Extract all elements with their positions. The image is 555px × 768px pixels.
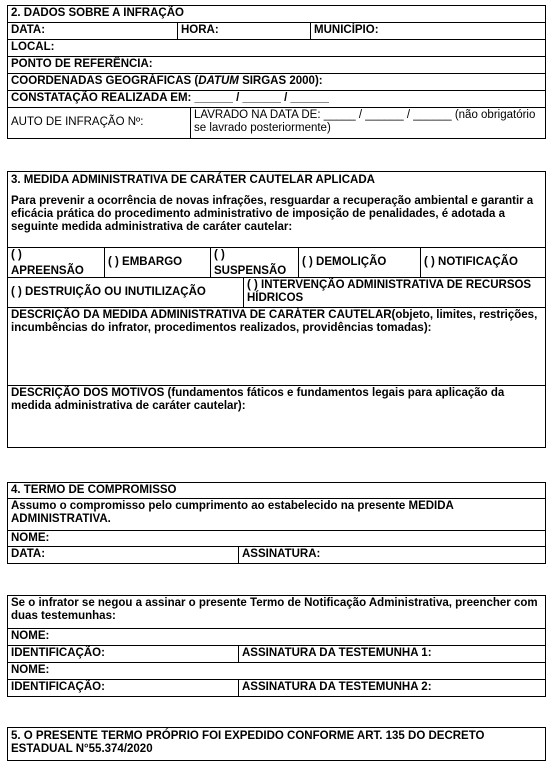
lavrado-field[interactable]: LAVRADO NA DATA DE: _____ / ______ / ______ (não obrigatório se lavrado posteriormente) (194, 109, 536, 134)
testemunha-2-nome-field[interactable]: NOME: (11, 664, 50, 676)
data-field[interactable]: DATA: (8, 23, 178, 39)
descricao-medida-field[interactable]: DESCRIÇÃO DA MEDIDA ADMINISTRATIVA DE CARÁTER CAUTELAR(objeto, limites, restrições, incumbências do infrator, procedimentos realizados, providências tomadas): (11, 309, 538, 334)
coordenadas-field[interactable] (8, 74, 545, 90)
testemunhas-section (7, 595, 546, 697)
option-apreensao[interactable] (8, 248, 105, 277)
testemunha-1-assinatura-field[interactable]: ASSINATURA DA TESTEMUNHA 1: (242, 647, 432, 659)
testemunha-1-identificacao-field[interactable]: IDENTIFICAÇÃO: (8, 646, 239, 662)
apreensao-checkbox[interactable]: ( ) (11, 249, 22, 261)
option-suspensao[interactable] (211, 248, 299, 277)
hora-field[interactable]: HORA: (178, 23, 311, 39)
local-field[interactable]: LOCAL: (11, 41, 55, 53)
descricao-motivos-field[interactable]: DESCRIÇÃO DOS MOTIVOS (fundamentos fáticos e fundamentos legais para aplicação da medida administrativa de caráter cautelar): (11, 387, 505, 412)
testemunha-1-nome-field[interactable]: NOME: (11, 630, 50, 642)
option-notificacao[interactable]: ( ) NOTIFICAÇÃO (424, 256, 518, 268)
section-4-text: Assumo o compromisso pelo cumprimento ao estabelecido na presente MEDIDA ADMINISTRATIVA. (11, 500, 454, 525)
coord-label-a: COORDENADAS GEOGRÁFICAS ( (11, 75, 199, 87)
coord-label-c: SIRGAS 2000): (238, 75, 323, 87)
suspensao-checkbox[interactable]: ( ) (214, 249, 225, 261)
option-intervencao[interactable]: ( ) INTERVENÇÃO ADMINISTRATIVA DE RECURSOS HÍDRICOS (247, 279, 532, 304)
compromisso-nome-field[interactable]: NOME: (11, 532, 50, 544)
section-4-title: 4. TERMO DE COMPROMISSO (11, 484, 177, 496)
apreensao-label: APREENSÃO (11, 265, 84, 277)
option-destruicao[interactable]: ( ) DESTRUIÇÃO OU INUTILIZAÇÃO (8, 278, 244, 307)
section-4 (7, 482, 546, 564)
auto-infracao-field[interactable]: AUTO DE INFRAÇÃO Nº: (8, 108, 191, 138)
testemunhas-text: Se o infrator se negou a assinar o presente Termo de Notificação Administrativa, preencher com duas testemunhas: (11, 597, 538, 622)
section-5-title: 5. O PRESENTE TERMO PRÓPRIO FOI EXPEDIDO CONFORME ART. 135 DO DECRETO ESTADUAL N°55.374/2020 (11, 730, 485, 755)
coord-label-datum: DATUM (198, 75, 239, 87)
constatacao-field[interactable]: CONSTATAÇÃO REALIZADA EM: ______ / ______ / ______ (11, 92, 329, 104)
section-2 (7, 5, 546, 139)
testemunha-2-identificacao-field[interactable]: IDENTIFICAÇÃO: (8, 680, 239, 696)
option-demolicao[interactable]: ( ) DEMOLIÇÃO (299, 248, 421, 277)
compromisso-data-field[interactable]: DATA: (8, 547, 239, 563)
option-embargo[interactable]: ( ) EMBARGO (105, 248, 211, 277)
section-3 (7, 171, 546, 448)
compromisso-assinatura-field[interactable]: ASSINATURA: (242, 548, 321, 560)
suspensao-label: SUSPENSÃO (214, 265, 287, 277)
ponto-referencia-field[interactable]: PONTO DE REFERÊNCIA: (11, 58, 153, 70)
section-2-title: 2. DADOS SOBRE A INFRAÇÃO (11, 7, 184, 19)
section-3-title: 3. MEDIDA ADMINISTRATIVA DE CARÁTER CAUTELAR APLICADA (11, 174, 375, 186)
testemunha-2-assinatura-field[interactable]: ASSINATURA DA TESTEMUNHA 2: (242, 681, 432, 693)
section-3-intro: Para prevenir a ocorrência de novas infrações, resguardar a recuperação ambiental e garantir a eficácia prática do procedimento administrativo de imposição de penalidades, é adotada a seguinte medida administrativa de caráter cautelar: (11, 195, 534, 233)
municipio-field[interactable]: MUNICÍPIO: (314, 24, 379, 36)
section-5 (7, 727, 546, 761)
